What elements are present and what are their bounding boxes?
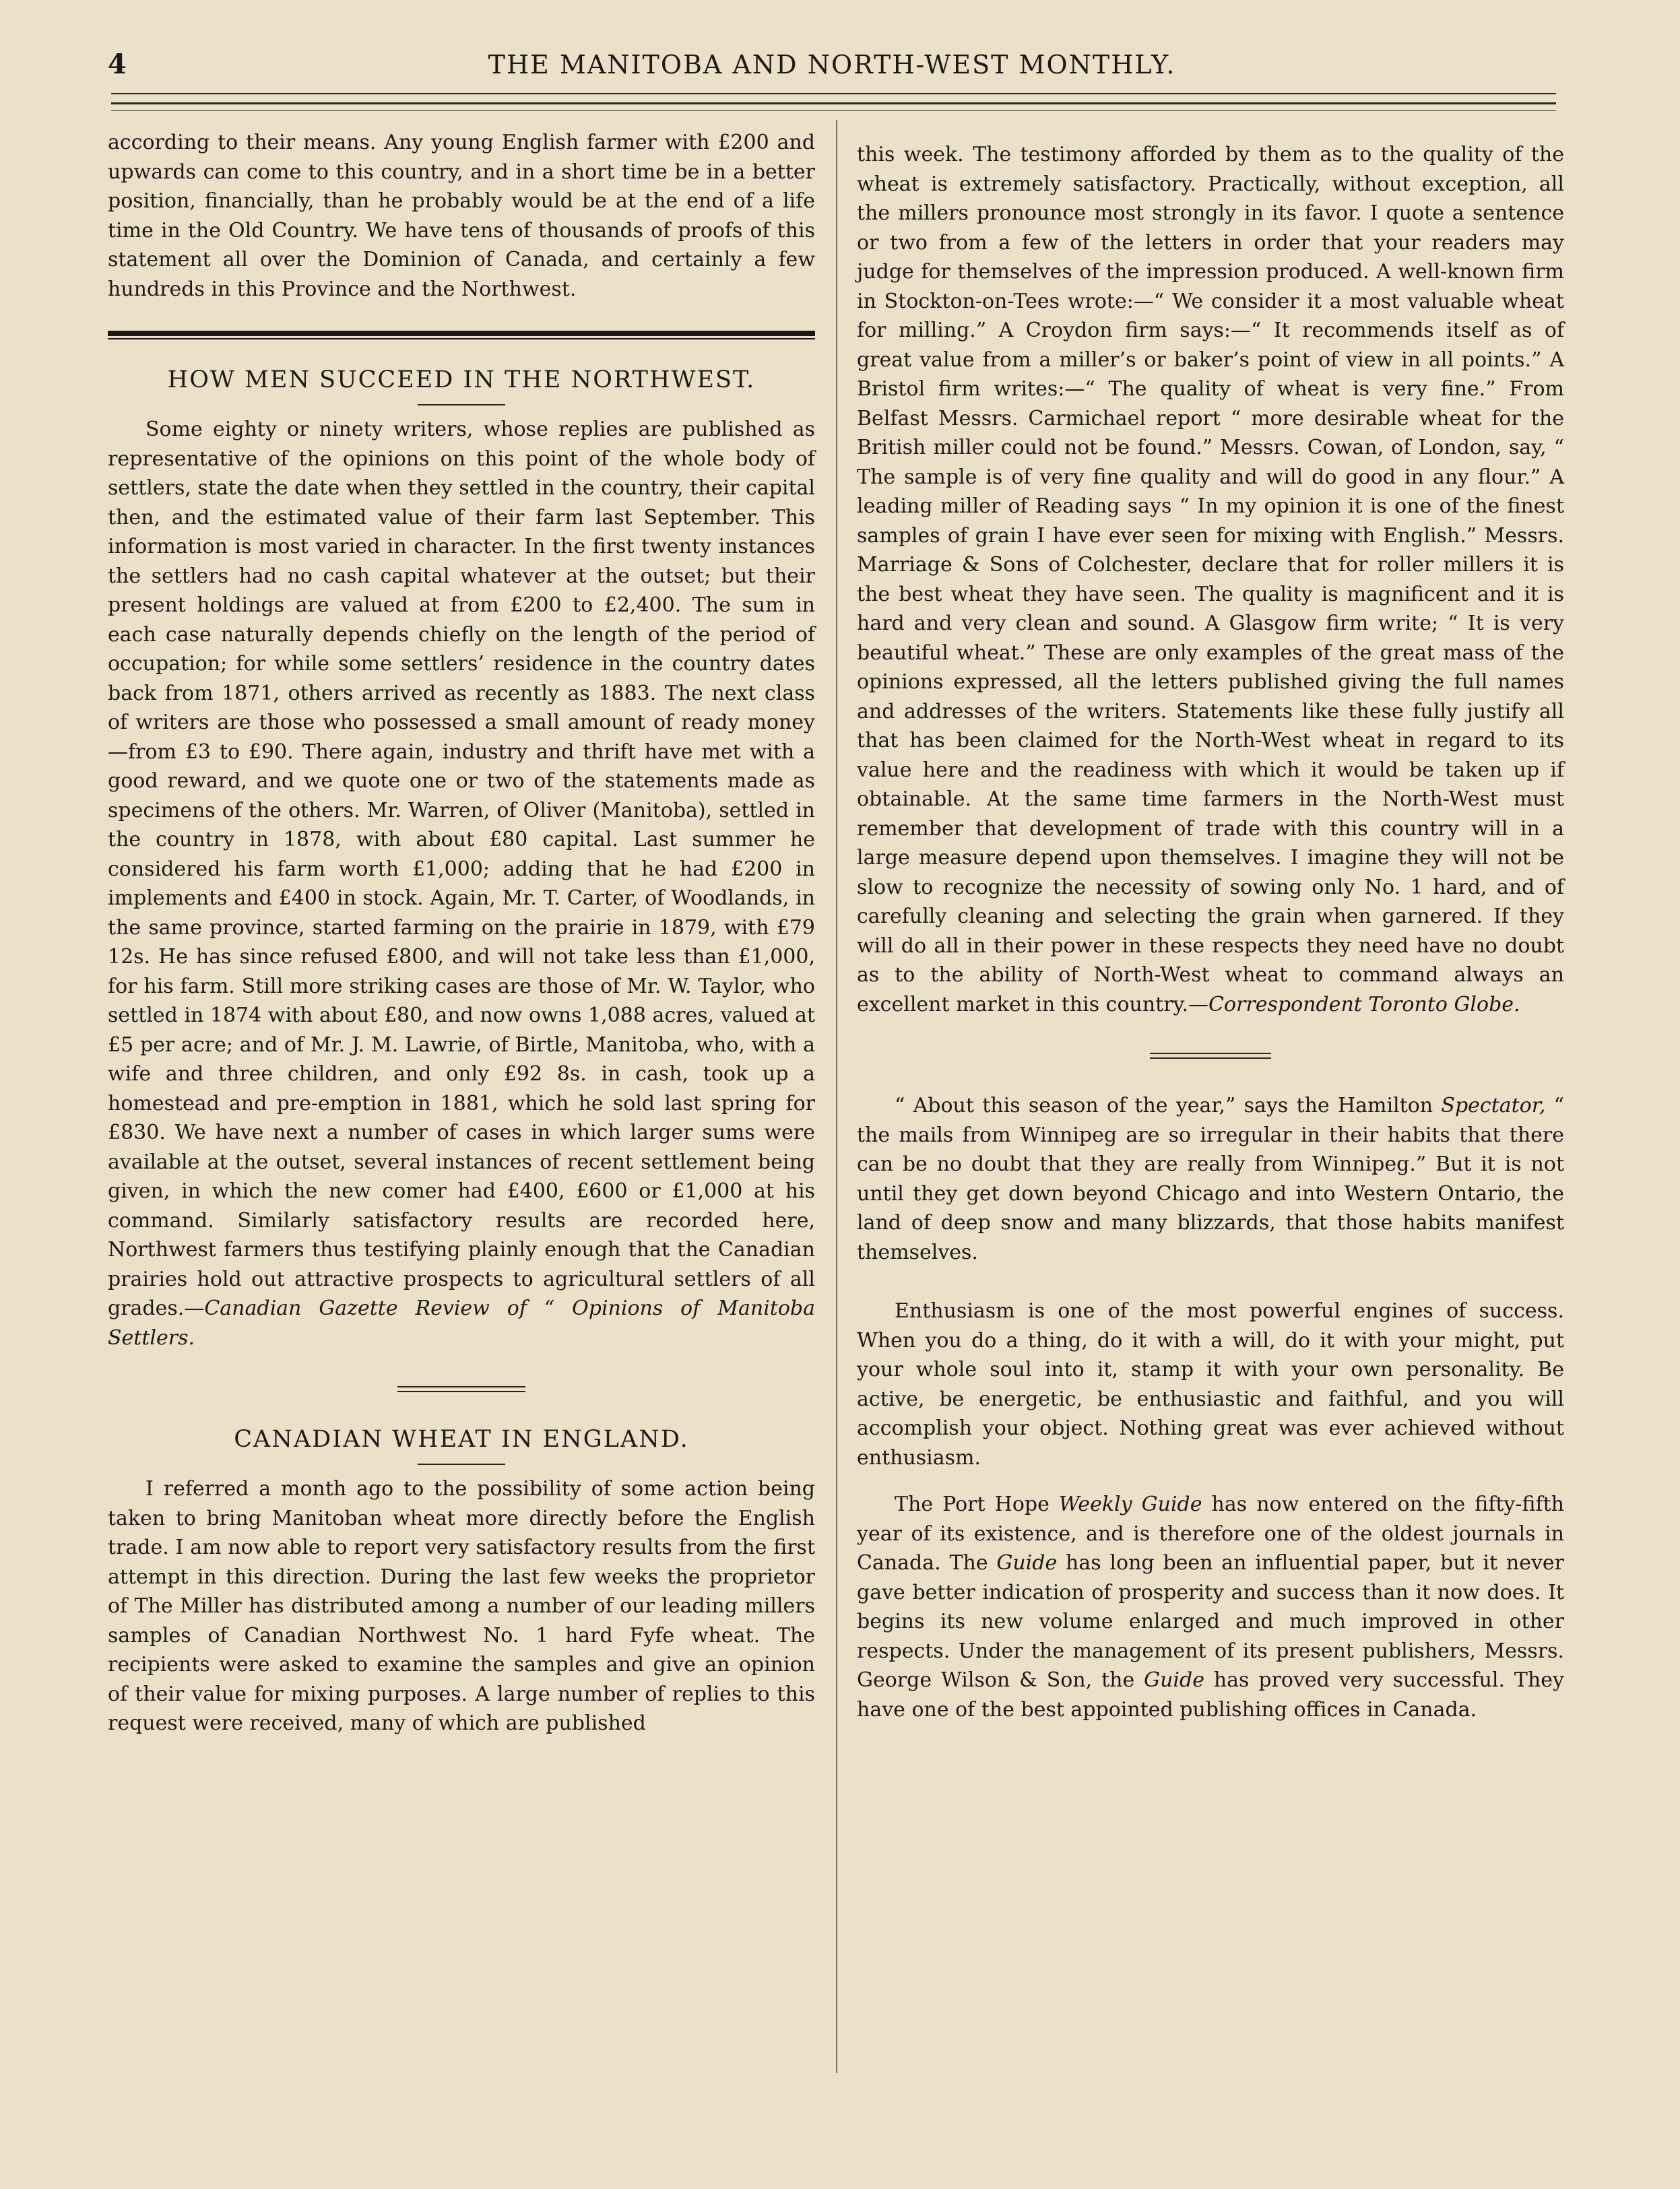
article-spectator (857, 1091, 1564, 1267)
spectator-text-before: “ About this season of the year,” says the Hamilton (895, 1094, 1433, 1117)
header-rule (111, 102, 1556, 104)
article-wheat-continued-body: this week. The testimony afforded by them as to the quality of the wheat is extremely satisfactory. Practically, without exception, all the millers pronounce most strongly in its favor. I quote a sentence or two from a few of the letters in order that your readers may judge for themselves of the impression produced. A well-known firm in Stockton-on-Tees wrote:—“ We consider it a most valuable wheat for milling.” A Croydon firm says:—“ It recommends itself as of great value from a miller’s or baker’s point of view in all points.” A Bristol firm writes:—“ The quality of wheat is very fine.” From Belfast Messrs. Carmichael report “ more desirable wheat for the British miller could not be found.” Messrs. Cowan, of London, say, “ The sample is of very fine quality and will do good in any flour.” A leading miller of Reading says “ In my opinion it is one of the finest samples of grain I have ever seen for mixing with English.” Messrs. Marriage & Sons of Colchester, declare that for roller millers it is the best wheat they have seen. The quality is magnificent and it is hard and very clean and sound. A Glasgow firm write; “ It is very beautiful wheat.” These are only examples of the great mass of the opinions expressed, all the letters published giving the full names and addresses of the writers. Statements like these fully justify all that has been claimed for the North-West wheat in regard to its value here and the readiness with which it would be taken up if obtainable. At the same time farmers in the North-West must remember that development of trade with this country will in a large measure depend upon themselves. I imagine they will not be slow to recognize the necessity of sowing only No. 1 hard, and of carefully cleaning and selecting the grain when garnered. If they will do all in their power in these respects they need have no doubt as to the ability of North-West wheat to command always an excellent market in this country. (857, 143, 1564, 1016)
port-hope-text: has long been an influential paper, but it never gave better indication of prosperity and success than it now does. It begins its new volume enlarged and much improved in other respects. Under the management of its present publishers, Messrs. George Wilson & Son, the (857, 1551, 1564, 1692)
article-port-hope (857, 1490, 1564, 1724)
running-title: THE MANITOBA AND NORTH-WEST MONTHLY. (488, 50, 1176, 79)
port-hope-paper-name: Weekly Guide (1058, 1493, 1202, 1516)
section-heading-northwest: HOW MEN SUCCEED IN THE NORTHWEST. (167, 366, 756, 393)
heading-rule (418, 404, 505, 405)
page-header (108, 43, 1556, 90)
port-hope-text: The Port Hope (895, 1493, 1049, 1516)
article-wheat: I referred a month ago to the possibility of some action being taken to bring Manitoban wheat more directly before the English trade. I am now able to report very satisfactory results from the first attempt in this direction. During the last few weeks the proprietor of The Miller has distributed among a number of our leading millers samples of Canadian Northwest No. 1 hard Fyfe wheat. The recipients were asked to examine the samples and give an opinion of their value for mixing purposes. A large number of replies to this request were received, many of which are published (108, 1477, 815, 1735)
article-northwest (108, 415, 815, 1352)
article-northwest-body: Some eighty or ninety writers, whose replies are published as representative of the opinions on this point of the whole body of settlers, state the date when they settled in the country, their capital then, and the estimated value of their farm last September. This information is most varied in character. In the first twenty instances the settlers had no cash capital whatever at the outset; but their present holdings are valued at from £200 to £2,400. The sum in each case naturally depends chiefly on the length of the period of occupation; for while some settlers’ residence in the country dates back from 1871, others arrived as recently as 1883. The next class of writers are those who possessed a small amount of ready money—from £3 to £90. There again, industry and thrift have met with a good reward, and we quote one or two of the statements made as specimens of the others. Mr. Warren, of Oliver (Manitoba), settled in the country in 1878, with about £80 capital. Last summer he considered his farm worth £1,000; adding that he had £200 in implements and £400 in stock. Again, Mr. T. Carter, of Woodlands, in the same province, started farming on the prairie in 1879, with £79 12s. He has since refused £800, and will not take less than £1,000, for his farm. Still more striking cases are those of Mr. W. Taylor, who settled in 1874 with about £80, and now owns 1,088 acres, valued at £5 per acre; and of Mr. J. M. Lawrie, of Birtle, Manitoba, who, with a wife and three children, and only £92 8s. in cash, took up a homestead and pre-emption in 1881, which he sold last spring for £830. We have next a number of cases in which larger sums were available at the outset, several instances of recent settlement being given, in which the new comer had £400, £600 or £1,000 at his command. Similarly satisfactory results are recorded here, Northwest farmers thus testifying plainly enough that the Canadian prairies hold out attractive prospects to agricultural settlers of all grades. (108, 418, 815, 1320)
header-rule (111, 93, 1556, 94)
paragraph-gap (857, 1267, 1564, 1297)
spectator-text-after: “ the mails from Winnipeg are so irregular in their habits that there can be no doubt that they are really from Winnipeg.” But it is not until they get down beyond Chicago and into Western Ontario, the land of deep snow and many blizzards, that those habits manifest themselves. (857, 1094, 1564, 1264)
article-wheat-continued (857, 140, 1564, 1019)
port-hope-text: has proved very successful. They have one of the best appointed publishing offices in Canada. (857, 1668, 1564, 1722)
port-hope-paper-name: Guide (1144, 1668, 1204, 1692)
page-number: 4 (108, 48, 127, 80)
section-separator (108, 331, 815, 339)
section-heading-wheat: CANADIAN WHEAT IN ENGLAND. (234, 1426, 689, 1453)
right-column (857, 140, 1564, 1724)
article-separator (1150, 1053, 1271, 1059)
port-hope-paper-name: Guide (996, 1551, 1058, 1575)
left-column (108, 128, 815, 1738)
article-northwest-citation: —Canadian Gazette Review of “ Opinions of Manitoba Settlers. (108, 1297, 815, 1350)
article-enthusiasm: Enthusiasm is one of the most powerful engines of success. When you do a thing, do it with a will, do it with your might, put your whole soul into it, stamp it with your own personality. Be active, be energetic, be enthusiastic and faithful, and you will accomplish your object. Nothing great was ever achieved without enthusiasm. (857, 1299, 1564, 1470)
article-wheat-citation: —Correspondent Toronto Globe. (1188, 992, 1520, 1016)
heading-rule (418, 1464, 505, 1465)
column-divider (836, 120, 837, 2073)
article-separator (397, 1386, 525, 1392)
paragraph-gap (857, 1472, 1564, 1490)
port-hope-text: has now entered on the fifty-fifth year of its existence, and is therefore one of the oldest journals in Canada. The (857, 1493, 1564, 1575)
intro-paragraph: according to their means. Any young English farmer with £200 and upwards can come to this country, and in a short time be in a better position, financially, than he probably would be at the end of a life time in the Old Country. We have tens of thousands of proofs of this statement all over the Dominion of Canada, and certainly a few hundreds in this Province and the Northwest. (108, 131, 815, 301)
spectator-source: Spectator, (1441, 1094, 1546, 1117)
header-rule (111, 110, 1556, 111)
